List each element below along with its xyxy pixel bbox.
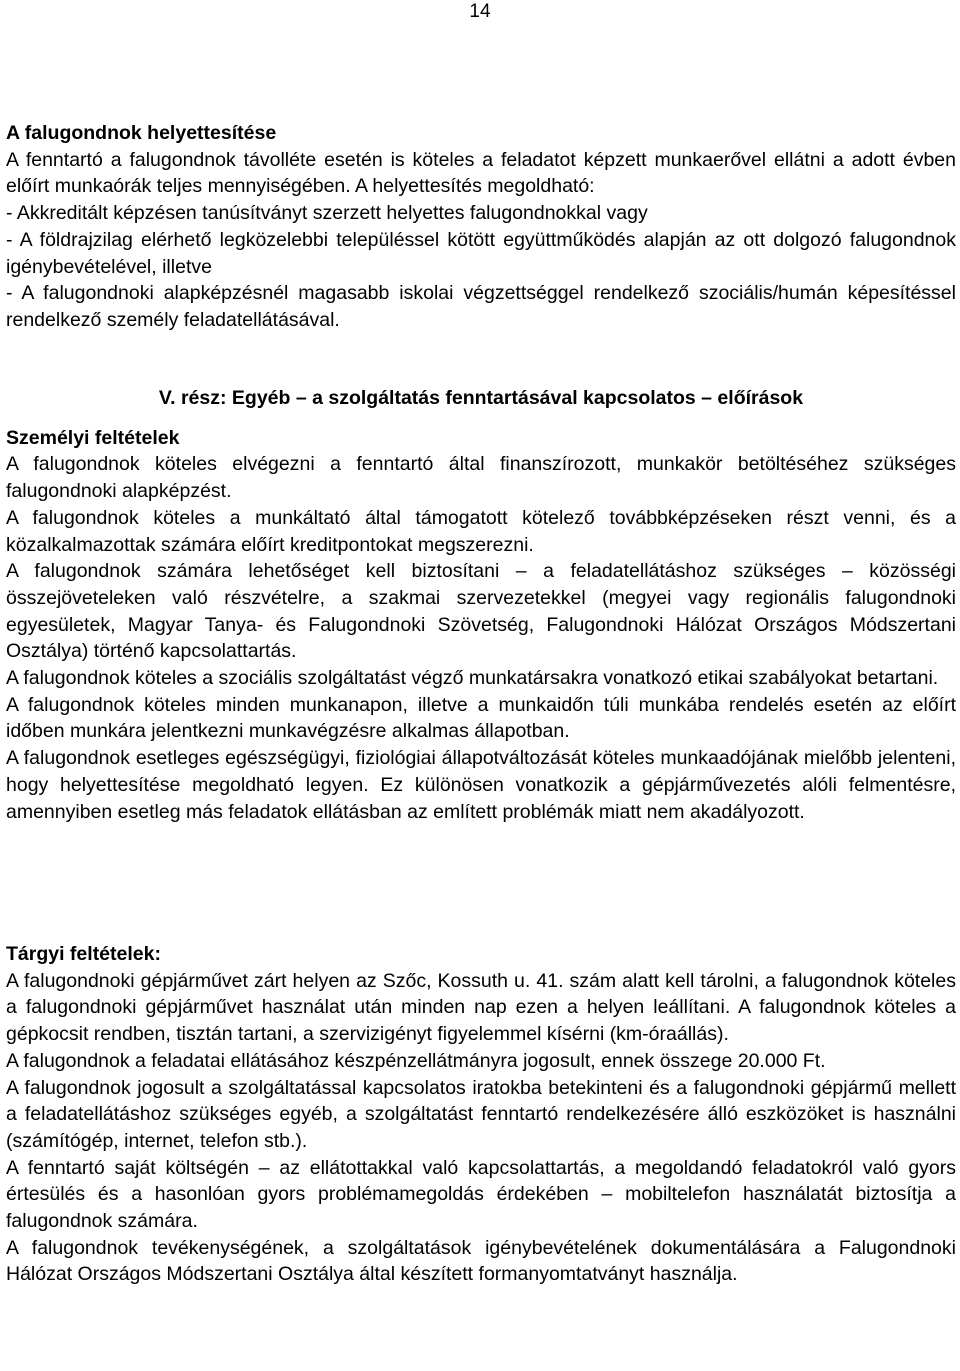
paragraph: A falugondnok köteles elvégezni a fenntartó által finanszírozott, munkakör betöltéséhez szükséges falugondnoki alapképzést.: [6, 453, 956, 503]
section-heading: A falugondnok helyettesítése: [6, 122, 277, 144]
section-other-requirements: [6, 385, 956, 825]
page-number: 14: [469, 1, 491, 22]
paragraph: A falugondnok számára lehetőséget kell biztosítani – a feladatellátáshoz szükséges – közösségi összejöveteleken való részvételre, a szakmai szervezetekkel (megyei vagy regionális falugondnoki egyesületek, Magyar Tanya- és Falugondnoki Szövetség, Falugondnoki Hálózat Országos Módszertani Osztálya) történő kapcsolattartás.: [6, 560, 956, 663]
paragraph: A falugondnok tevékenységének, a szolgáltatások igénybevételének dokumentálására a Falugondnoki Hálózat Országos Módszertani Osztálya által készített formanyomtatványt használja.: [6, 1236, 956, 1286]
section-material-conditions: [6, 941, 956, 1288]
paragraph: A falugondnok a feladatai ellátásához készpénzellátmányra jogosult, ennek összege 20.000 Ft.: [6, 1049, 826, 1072]
paragraph: A falugondnok köteles a szociális szolgáltatást végző munkatársakra vonatkozó etikai szabályokat betartani.: [6, 667, 939, 690]
paragraph: A falugondnok esetleges egészségügyi, fiziológiai állapotváltozását köteles munkaadójának mielőbb jelenteni, hogy helyettesítése megoldható legyen. Ez különösen vonatkozik a gépjárművezetés alóli felmentésre, amennyiben esetleg más feladatok ellátásban az említett problémák miatt nem akadályozott.: [6, 747, 956, 823]
paragraph: A fenntartó a falugondnok távolléte esetén is köteles a feladatot képzett munkaerővel ellátni a adott évben előírt munkaórák teljes mennyiségében. A helyettesítés megoldható:: [6, 148, 956, 198]
paragraph: A falugondnok köteles minden munkanapon, illetve a munkaidőn túli munkába rendelés esetén az előírt időben munkára jelentkezni munkavégzésre alkalmas állapotban.: [6, 693, 956, 743]
paragraph: A falugondnok köteles a munkáltató által támogatott kötelező továbbképzéseken részt venni, és a közalkalmazottak számára előírt kreditpontokat megszerezni.: [6, 506, 956, 556]
paragraph: A fenntartó saját költségén – az ellátottakkal való kapcsolattartás, a megoldandó feladatokról való gyors értesülés és a hasonlóan gyors problémamegoldás érdekében – mobiltelefon használatát biztosítja a falugondnok számára.: [6, 1156, 956, 1233]
subsection-heading: Tárgyi feltételek:: [6, 943, 161, 965]
list-item: - A földrajzilag elérhető legközelebbi településsel kötött együttműködés alapján az ott dolgozó falugondnok igénybevételével, illetve: [6, 228, 956, 278]
section-substitution: [6, 120, 956, 334]
paragraph: A falugondnoki gépjárművet zárt helyen az Szőc, Kossuth u. 41. szám alatt kell tárolni, a falugondnok köteles a falugondnoki gépjárművet használat után minden nap ezen a helyen leállítani. A falugondnok köteles a gépkocsit rendben, tisztán tartani, a szervizigényt figyelemmel kísérni (km-óraállás).: [6, 969, 956, 1046]
list-item: - Akkreditált képzésen tanúsítványt szerzett helyettes falugondnokkal vagy: [6, 202, 648, 225]
subsection-heading: Személyi feltételek: [6, 426, 180, 449]
paragraph: A falugondnok jogosult a szolgáltatással kapcsolatos iratokba betekinteni és a falugondnoki gépjármű mellett a feladatellátáshoz szükséges egyéb, a szolgáltatást fenntartó rendelkezésére álló eszközöket is használni (számítógép, internet, telefon stb.).: [6, 1076, 956, 1152]
list-item: - A falugondnoki alapképzésnél magasabb iskolai végzettséggel rendelkező szociális/humán képesítéssel rendelkező személy feladatellátásával.: [6, 282, 956, 331]
part-heading: V. rész: Egyéb – a szolgáltatás fenntartásával kapcsolatos – előírások: [158, 387, 804, 409]
